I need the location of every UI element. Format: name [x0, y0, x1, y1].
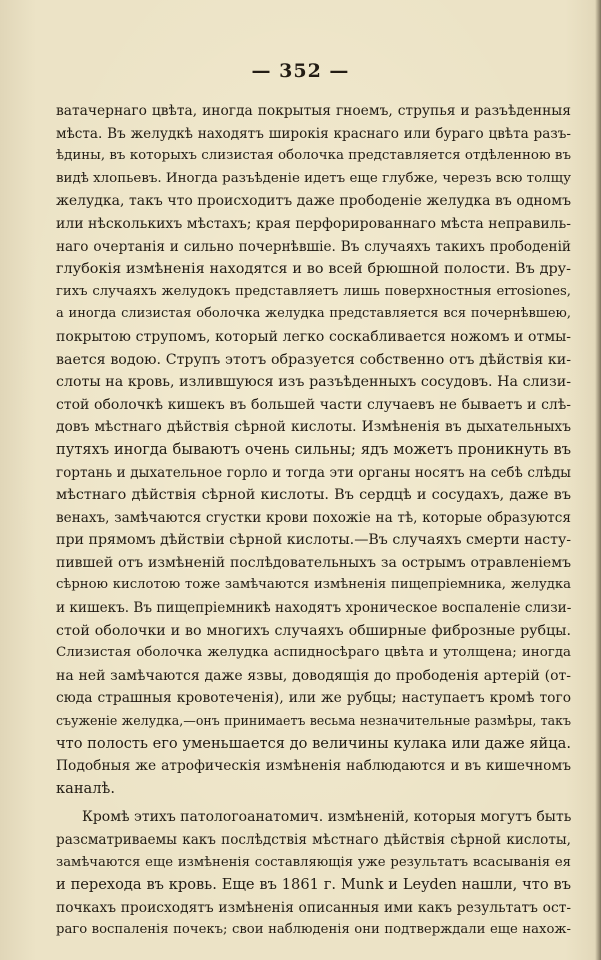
paragraph-1 [56, 100, 571, 800]
text-line: съуженіе желудка,—онъ принимаетъ весьма незначительные размѣры, такъ [56, 713, 571, 729]
text-line: и перехода въ кровь. Еще въ 1861 г. Munk и Leyden нашли, что въ [56, 876, 571, 894]
text-line: слоты на кровь, излившуюся изъ разъѣденныхъ сосудовъ. На слизи- [56, 374, 571, 391]
text-line: каналѣ. [56, 779, 115, 797]
text-line: что полость его уменьшается до величины кулака или даже яйца. [56, 734, 571, 752]
text-line: видѣ хлопьевъ. Иногда разъѣденіе идетъ еще глубже, черезъ всю толщу [56, 170, 571, 186]
page-edge-shadow [595, 0, 601, 960]
text-line: покрытою струпомъ, который легко соскабливается ножомъ и отмы- [56, 328, 571, 345]
text-line: разсматриваемы какъ послѣдствія мѣстнаго дѣйствія сѣрной кислоты, [56, 832, 571, 848]
body-text [56, 100, 571, 942]
text-line: почкахъ происходятъ измѣненія описанныя ими какъ результатъ ост- [56, 899, 571, 916]
text-line: и кишекъ. Въ пищепріемникѣ находятъ хроническое воспаленіе слизи- [56, 600, 572, 617]
text-line: гихъ случаяхъ желудокъ представляетъ лишь поверхностныя errosiones, [56, 283, 571, 299]
page-number-header: — 352 — [251, 60, 350, 82]
text-line: а иногда слизистая оболочка желудка представляется вся почернѣвшею, [56, 306, 571, 322]
text-line: Кромѣ этихъ патологоанатомич. измѣненій, которыя могутъ быть [82, 809, 572, 826]
text-line: пившей отъ измѣненій послѣдовательныхъ за острымъ отравленіемъ [56, 554, 571, 571]
text-line: сюда страшныя кровотеченія), или же рубцы; наступаетъ кромѣ того [56, 690, 571, 707]
text-line: ѣдины, въ которыхъ слизистая оболочка представляется отдѣленною въ [56, 148, 571, 164]
text-line: стой оболочкѣ кишекъ въ большей части случаевъ не бываетъ и слѣ- [56, 396, 571, 413]
text-line: мѣста. Въ желудкѣ находятъ широкія краснаго или бураго цвѣта разъ- [56, 125, 571, 142]
text-line: сѣрною кислотою тоже замѣчаются измѣненія пищепріемника, желудка [56, 577, 571, 593]
text-line: раго воспаленія почекъ; свои наблюденія они подтверждали еще нахож- [56, 922, 571, 938]
text-line: гортань и дыхательное горло и тогда эти органы носятъ на себѣ слѣды [56, 464, 571, 481]
text-line: путяхъ иногда бываютъ очень сильны; ядъ можетъ проникнуть въ [56, 440, 571, 458]
text-line: ватачернаго цвѣта, иногда покрытыя гноемъ, струпья и разъѣденныя [56, 103, 571, 119]
text-line: на ней замѣчаются даже язвы, доводящія до прободенія артерій (от- [56, 667, 571, 684]
text-line: довъ мѣстнаго дѣйствія сѣрной кислоты. Измѣненія въ дыхательныхъ [56, 419, 571, 436]
text-line: венахъ, замѣчаются сгустки крови похожіе на тѣ, которые образуются [56, 509, 571, 526]
text-line: вается водою. Струпъ этотъ образуется собственно отъ дѣйствія ки- [56, 351, 571, 368]
text-line: при прямомъ дѣйствіи сѣрной кислоты.—Въ случаяхъ смерти насту- [56, 532, 572, 549]
text-line: или нѣсколькихъ мѣстахъ; края перфорированнаго мѣста неправиль- [56, 215, 571, 232]
paragraph-2 [56, 806, 571, 942]
text-line: Подобныя же атрофическія измѣненія наблюдаются и въ кишечномъ [56, 758, 571, 775]
text-line: наго очертанія и сильно почернѣвшіе. Въ случаяхъ такихъ прободеній [56, 238, 571, 255]
text-line: мѣстнаго дѣйствія сѣрной кислоты. Въ сердцѣ и сосудахъ, даже въ [56, 487, 571, 504]
text-line: Слизистая оболочка желудка аспидносѣраго цвѣта и утолщена; иногда [56, 645, 571, 661]
text-line: желудка, такъ что происходитъ даже прободеніе желудка въ одномъ [56, 193, 571, 210]
text-line: стой оболочки и во многихъ случаяхъ обширные фиброзные рубцы. [56, 622, 571, 639]
text-line: глубокія измѣненія находятся и во всей брюшной полости. Въ дру- [56, 261, 571, 278]
text-line: замѣчаются еще измѣненія составляющія уже результатъ всасыванія ея [56, 854, 571, 870]
